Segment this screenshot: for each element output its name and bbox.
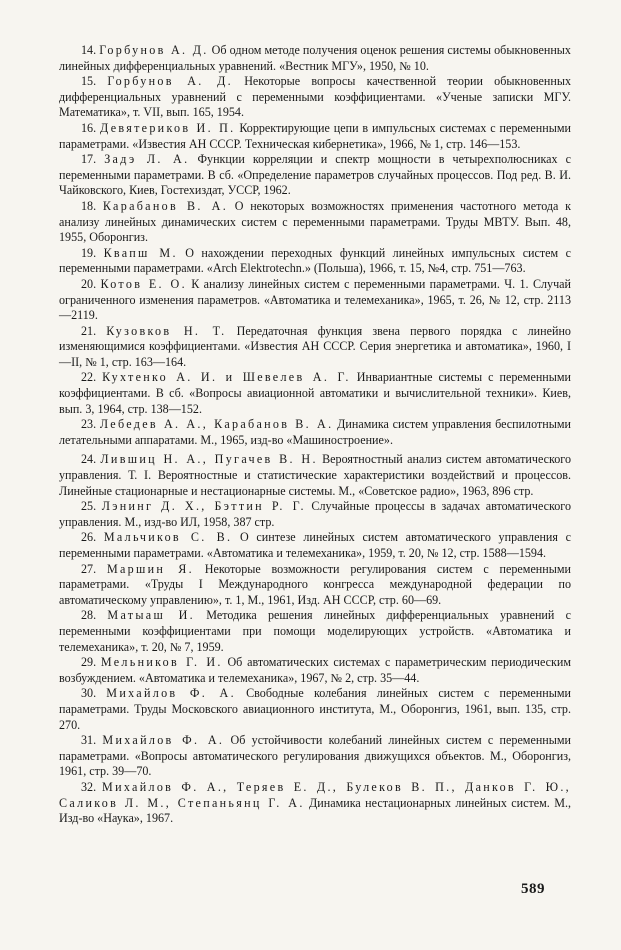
reference-number: 32. [81, 779, 97, 794]
reference-number: 22. [81, 370, 97, 385]
reference-item [59, 417, 571, 448]
reference-number: 16. [81, 120, 97, 135]
reference-number: 27. [81, 561, 97, 576]
reference-author: Маршин Я. [106, 561, 194, 576]
reference-number: 29. [81, 655, 97, 670]
references-list [59, 43, 571, 827]
reference-item [59, 199, 571, 246]
reference-text: Функции корреляции и спектр мощности в четырехполюсниках с переменными параметрами. В сб. «Определение параметров случайных процессов. Под ред. В. И. Чайковского, Киев, Гостехиздат, УССР, 1962. [59, 152, 571, 198]
reference-number: 18. [81, 198, 97, 213]
reference-item [59, 370, 571, 417]
reference-number: 26. [81, 530, 97, 545]
reference-author: Лэнинг Д. Х., Бэттин Р. Г. [101, 499, 306, 514]
reference-author: Лившиц Н. А., Пугачев В. Н. [100, 452, 318, 467]
reference-author: Квапш М. [103, 245, 178, 260]
reference-author: Задэ Л. А. [104, 152, 190, 167]
reference-author: Матыаш И. [107, 608, 196, 623]
reference-number: 21. [81, 323, 97, 338]
reference-item [59, 43, 571, 74]
reference-author: Девятериков И. П. [100, 120, 236, 135]
reference-text: Инвариантные системы с переменными коэффициентами. В сб. «Вопросы авиационной автоматики и вычислительной техники». Киев, вып. 3, 1964, стр. 138—152. [59, 370, 572, 416]
reference-text: Методика решения линейных дифференциальных уравнений с переменными коэффициентами при помощи моделирующих устройств. «Автоматика и телемеханика», т. 20, № 7, 1959. [59, 608, 571, 654]
reference-text: Динамика систем управления беспилотными летательными аппаратами. М., 1965, изд-во «Машиностроение». [59, 417, 571, 447]
reference-item [59, 608, 571, 655]
reference-author: Карабанов В. А. [102, 198, 229, 213]
reference-author: Кузовков Н. Т. [106, 323, 227, 338]
reference-text: Корректирующие цепи в импульсных системах с переменными параметрами. «Известия АН СССР. Техническая кибернетика», 1966, № 1, стр. 146—153. [59, 120, 571, 151]
reference-author: Михайлов Ф. А., Теряев Е. Д., Булеков В. П., Данков Г. Ю., Саликов Л. М., Степаньянц Г. А. [59, 779, 571, 810]
reference-author: Лебедев А. А., Карабанов В. А. [99, 417, 334, 432]
reference-author: Мальчиков С. В. [103, 530, 233, 545]
reference-number: 19. [81, 245, 97, 260]
reference-number: 28. [81, 608, 97, 623]
reference-author: Горбунов А. Д. [107, 74, 233, 89]
reference-item [59, 324, 571, 371]
reference-item [59, 499, 571, 530]
reference-number: 24. [81, 452, 97, 467]
reference-item [59, 277, 571, 324]
reference-text: Вероятностный анализ систем автоматического управления. Т. I. Вероятностные и статистические характеристики воздействий и процессов. Линейные стационарные и нестационарные системы. М., «Советское радио», 1963, 896 стр. [59, 452, 571, 498]
reference-text: О нахождении переходных функций линейных импульсных систем с переменными параметрами. «Arch Elektrotechn.» (Польша), 1966, т. 15, №4, стр. 751—763. [59, 245, 572, 276]
reference-text: Об устойчивости колебаний линейных систем с переменными параметрами. «Вопросы автоматического регулирования движущихся объектов. М., Оборонгиз, 1961, стр. 39—70. [59, 733, 572, 779]
reference-text: О синтезе линейных систем автоматического управления с переменными параметрами. «Автоматика и телемеханика», 1959, т. 20, № 12, стр. 1588—1594. [59, 530, 572, 560]
reference-author: Михайлов Ф. А. [102, 733, 225, 748]
reference-author: Михайлов Ф. А. [106, 686, 236, 701]
reference-text: Передаточная функция звена первого порядка с линейно изменяющимися коэффициентами. «Известия АН СССР. Серия энергетика и автоматика», 1960, I—II, № 1, стр. 163—164. [59, 323, 571, 369]
reference-author: Котов Е. О. [100, 276, 187, 291]
reference-number: 17. [81, 152, 97, 167]
reference-item [59, 152, 571, 199]
reference-text: Динамика нестационарных линейных систем. М., Изд-во «Наука», 1967. [59, 795, 571, 826]
reference-text: О некоторых возможностях применения частотного метода к анализу линейных динамических систем с переменными параметрами. Труды МВТУ. Вып. 48, 1955, Оборонгиз. [59, 198, 572, 245]
reference-text: Об автоматических системах с параметрическим периодическим возбуждением. «Автоматика и телемеханика», 1967, № 2, стр. 35—44. [59, 655, 571, 685]
reference-text: К анализу линейных систем с переменными параметрами. Ч. 1. Случай ограниченного изменения параметров. «Автоматика и телемеханика», 1965, т. 26, № 12, стр. 2113—2119. [59, 276, 572, 323]
reference-text: Некоторые возможности регулирования систем с переменными параметрами. «Труды I Международного конгресса международной федерации по автоматическому управлению», т. 1, М., 1961, Изд. АН СССР, стр. 60—69. [59, 561, 572, 607]
reference-item [59, 562, 571, 609]
reference-number: 23. [81, 417, 97, 432]
reference-number: 25. [81, 499, 97, 514]
reference-text: Случайные процессы в задачах автоматического управления. М., изд-во ИЛ, 1958, 387 стр. [59, 499, 571, 529]
reference-number: 31. [81, 733, 97, 748]
reference-text: Некоторые вопросы качественной теории обыкновенных дифференциальных уравнений с переменными коэффициентами. «Ученые записки МГУ. Математика», т. VII, вып. 165, 1954. [59, 74, 572, 120]
reference-item [59, 780, 571, 827]
reference-text: Свободные колебания линейных систем с переменными параметрами. Труды Московского авиационного института, М., Оборонгиз, 1961, вып. 135, стр. 270. [59, 686, 571, 732]
reference-author: Горбунов А. Д. [99, 43, 209, 57]
reference-text: Об одном методе получения оценок решения системы обыкновенных линейных дифференциальных уравнений. «Вестник МГУ», 1950, № 10. [59, 43, 571, 73]
reference-item [59, 686, 571, 733]
reference-number: 20. [81, 276, 97, 291]
reference-item [59, 121, 571, 152]
reference-number: 30. [81, 686, 97, 701]
reference-number: 14. [81, 43, 97, 57]
reference-item [59, 655, 571, 686]
page-number: 589 [521, 881, 545, 897]
reference-item [59, 74, 571, 121]
reference-item [59, 530, 571, 561]
reference-number: 15. [81, 74, 97, 89]
reference-item [59, 733, 571, 780]
reference-author: Кухтенко А. И. и Шевелев А. Г. [102, 370, 351, 385]
reference-item [59, 452, 571, 499]
reference-author: Мельников Г. И. [100, 655, 223, 670]
reference-item [59, 246, 571, 277]
